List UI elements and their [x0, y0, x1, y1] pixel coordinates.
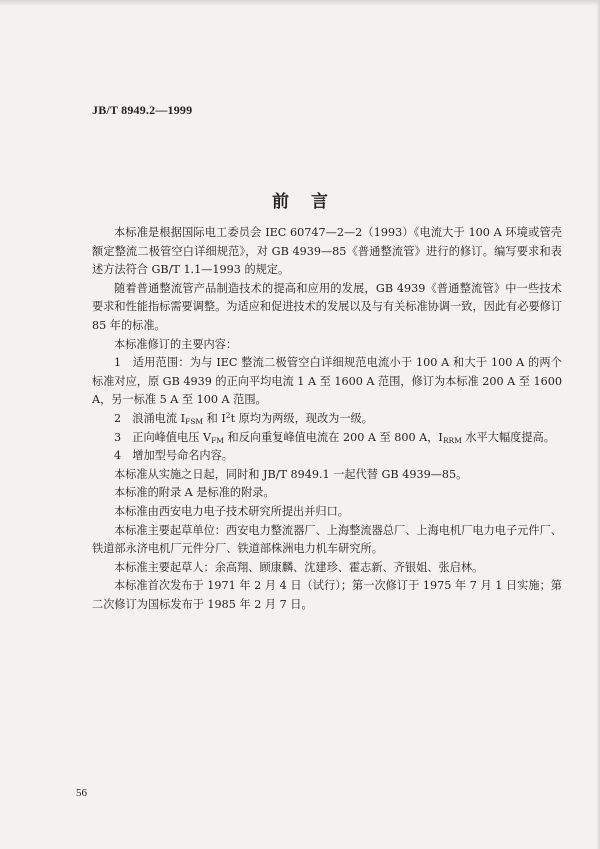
paragraph: 本标准的附录 A 是标准的附录。	[114, 486, 275, 500]
scan-edge	[596, 0, 600, 849]
paragraph: 本标准修订的主要内容：	[114, 337, 238, 351]
paragraph: 本标准首次发布于 1971 年 2 月 4 日（试行）；第一次修订于 1975 年 7 月 1 日实施；第二次修订为国标发布于 1985 年 2 月 7 日。	[92, 579, 562, 611]
foreword-body	[92, 224, 562, 614]
scan-edge	[0, 0, 600, 6]
paragraph: 本标准主要起草人：余高翔、顾康麟、沈建珍、霍志新、齐银姐、张启林。	[114, 560, 484, 574]
page-number: 56	[76, 787, 87, 799]
page-title: 前言	[272, 192, 350, 212]
paragraph: 随着普通整流管产品制造技术的提高和应用的发展，GB 4939《普通整流管》中一些技术要求和性能指标需要调整。为适应和促进技术的发展以及与有关标准协调一致，因此有必要修订 85 年的标准。	[92, 281, 562, 332]
document-code: JB/T 8949.2—1999	[92, 103, 193, 117]
paragraph: 本标准主要起草单位：西安电力整流器厂、上海整流器总厂、上海电机厂电力电子元件厂、铁道部永济电机厂元件分厂、铁道部株洲电力机车研究所。	[92, 523, 562, 556]
revision-item-2: 2 浪涌电流 $I_{FSM}$ 和 $I^2t$ 原均为两级，现改为一级。	[114, 410, 373, 426]
revision-item-4: 4 增加型号命名内容。	[114, 449, 233, 463]
paragraph: 本标准由西安电力电子技术研究所提出并归口。	[114, 504, 349, 518]
revision-item-1: 1 适用范围：为与 IEC 整流二极管空白详细规范电流小于 100 A 和大于 100 A 的两个标准对应，原 GB 4939 的正向平均电流 1 A 至 1600 A 范围，修订为本标准 200 A 至 1600 A，另一标准 5 A 至 100 A 范围。	[92, 356, 563, 407]
paragraph: 本标准从实施之日起，同时和 JB/T 8949.1 一起代替 GB 4939—85。	[114, 467, 468, 481]
revision-item-3: 3 正向峰值电压 $V_{FM}$ 和反向重复峰值电流在 200 A 至 800 A，$I_{RRM}$ 水平大幅度提高。	[114, 430, 555, 445]
paragraph: 本标准是根据国际电工委员会 IEC 60747—2—2（1993）《电流大于 100 A 环境或管壳额定整流二极管空白详细规范》，对 GB 4939—85《普通整流管》进行的修订。编写要求和表述方法符合 GB/T 1.1—1993 的规定。	[92, 226, 562, 277]
